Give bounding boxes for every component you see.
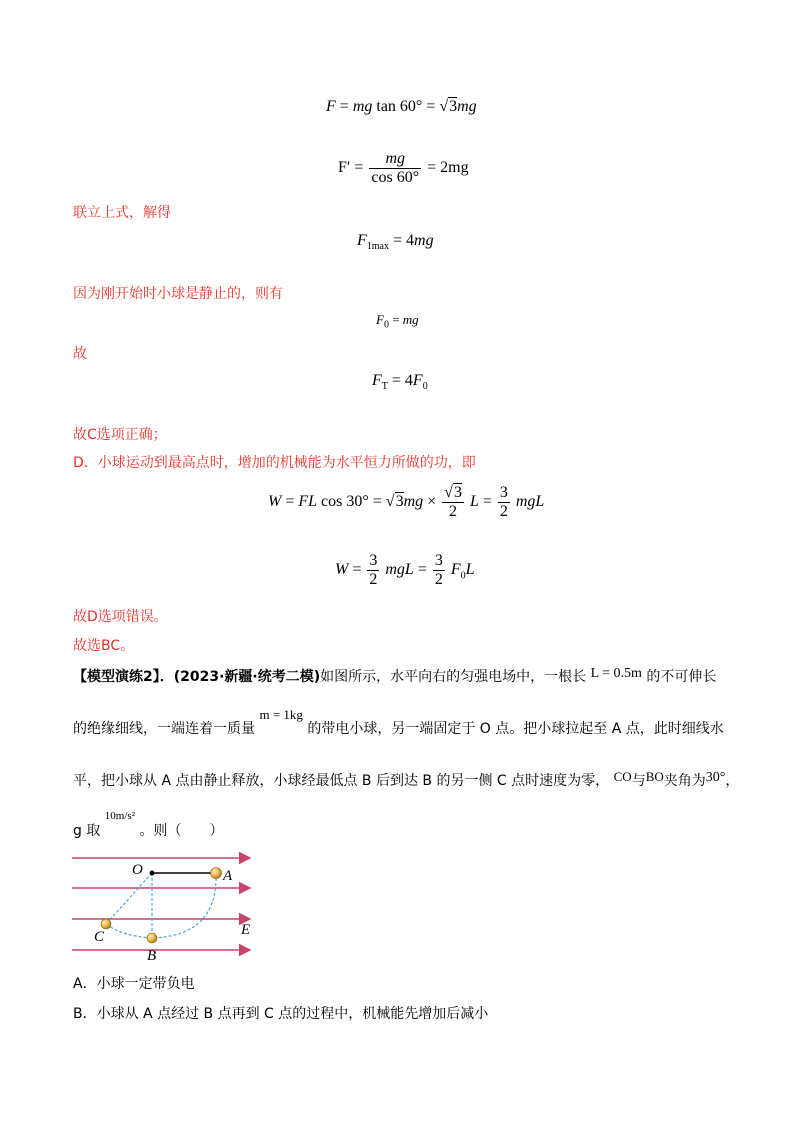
equation-work-1: W = FL cos 30° = √3mg × $\frac{√3}{2}$ L = $\frac{3}{2}$ mgL [268, 484, 545, 520]
text-c-correct: 故C选项正确； [73, 427, 167, 443]
mass-value: m = 1kg [259, 707, 303, 722]
ball-c [101, 919, 111, 929]
equation-f0: $F_0$ = mg [376, 312, 419, 331]
problem-line-3: 平，把小球从 A 点由静止释放，小球经最低点 B 后到达 B 的另一侧 C 点时速度为零， CO与BO夹角为30°， [73, 769, 740, 789]
problem-line-2: 的绝缘细线，一端连着一质量 m = 1kg 的带电小球，另一端固定于 O 点。把小球拉起至 A 点，此时细线水 [73, 707, 724, 737]
ball-a [211, 868, 222, 879]
equation-f-tan: F = mg tan 60° = √3mg [326, 98, 477, 115]
problem-line-4: g 取 $^{10m/s^2}$ 。则（ ） [73, 810, 224, 839]
text-yinwei: 因为刚开始时小球是静止的，则有 [73, 286, 283, 302]
problem-tag: 【模型演练2】．(2023·新疆·统考二模) [73, 669, 321, 685]
text-lianli: 联立上式，解得 [73, 205, 171, 221]
label-c: C [94, 929, 105, 945]
option-b[interactable]: B．小球从 A 点经过 B 点再到 C 点的过程中，机械能先增加后减小 [73, 1006, 489, 1022]
equation-ft: $F_T = 4F_0$ [372, 372, 428, 393]
equation-f1max: $F_{1max} = 4mg$ [357, 232, 434, 253]
label-e: E [241, 922, 251, 938]
string-oc [106, 873, 152, 924]
option-a[interactable]: A．小球一定带负电 [73, 976, 195, 992]
text-answer: 故选BC。 [73, 638, 135, 654]
problem-line-1: 【模型演练2】．(2023·新疆·统考二模)如图所示，水平向右的匀强电场中，一根长 L = 0.5m 的不可伸长 [73, 666, 717, 685]
figure-field-diagram [68, 852, 268, 967]
ball-b [147, 933, 157, 943]
equation-f-prime: F′ = $\frac{mg}{\cos 60^\circ}$ = 2mg [338, 150, 469, 186]
text-d-explain: D．小球运动到最高点时，增加的机械能为水平恒力所做的功，即 [73, 455, 476, 471]
length-value: L = 0.5m [590, 666, 642, 681]
text-gu: 故 [73, 346, 87, 362]
text-d-wrong: 故D选项错误。 [73, 609, 168, 625]
pivot-o [150, 871, 155, 876]
label-b: B [147, 948, 157, 964]
trajectory-arc [106, 873, 216, 938]
label-o: O [132, 862, 143, 878]
equation-work-2: W = $\frac{3}{2}$ mgL = $\frac{3}{2}$ $F_0L$ [335, 552, 475, 588]
label-a: A [223, 868, 233, 884]
g-value: 10m/s² [104, 810, 135, 822]
